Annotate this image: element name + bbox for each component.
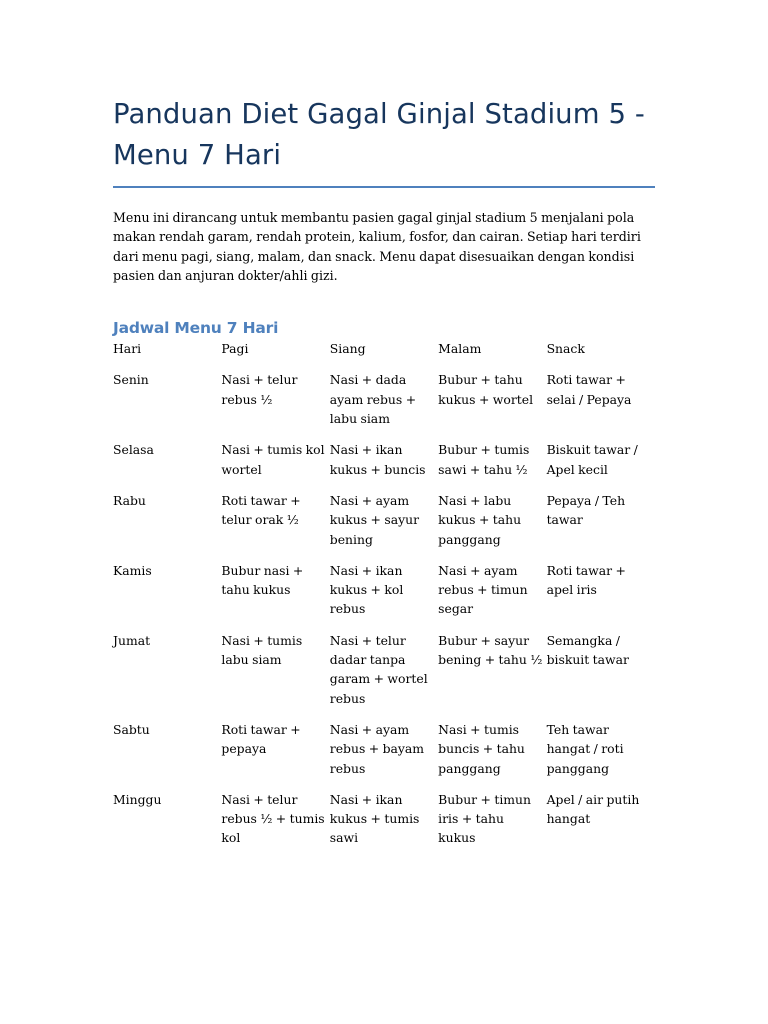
menu-table: [113, 339, 655, 860]
table-row: [113, 561, 655, 631]
cell-morning: Nasi + tumis kol wortel: [221, 442, 325, 477]
cell-evening: Nasi + ayam rebus + timun segar: [438, 562, 528, 617]
cell-noon: Nasi + ikan kukus + tumis sawi: [329, 791, 420, 846]
cell-day: Rabu: [113, 492, 146, 508]
cell-noon: Nasi + ikan kukus + buncis: [329, 442, 426, 477]
intro-paragraph: Menu ini dirancang untuk membantu pasien gagal ginjal stadium 5 menjalani pola makan rendah garam, rendah protein, kalium, fosfor, dan cairan. Setiap hari terdiri dari menu pagi, siang, malam, dan snack. Menu dapat disesuaikan dengan kondisi pasien dan anjuran dokter/ahli gizi.: [113, 210, 641, 283]
cell-snack: Pepaya / Teh tawar: [546, 492, 626, 528]
cell-snack: Apel / air putih hangat: [546, 791, 640, 827]
table-row: [113, 440, 655, 491]
table-row: [113, 370, 655, 440]
cell-snack: Roti tawar + apel iris: [546, 562, 626, 598]
document-title: Panduan Diet Gagal Ginjal Stadium 5 - Menu 7 Hari: [113, 98, 645, 171]
cell-noon: Nasi + ayam rebus + bayam rebus: [329, 721, 425, 776]
title-divider: [113, 186, 655, 188]
cell-morning: Nasi + telur rebus ½ + tumis kol: [221, 791, 325, 846]
cell-noon: Nasi + telur dadar tanpa garam + wortel rebus: [329, 632, 428, 706]
cell-snack: Biskuit tawar / Apel kecil: [546, 442, 638, 477]
column-header-day: Hari: [113, 341, 142, 357]
cell-morning: Nasi + telur rebus ½: [221, 372, 298, 407]
section-heading-menu-schedule: Jadwal Menu 7 Hari: [113, 319, 279, 338]
cell-snack: Semangka / biskuit tawar: [546, 632, 629, 668]
cell-day: Senin: [113, 372, 149, 388]
cell-day: Jumat: [113, 632, 151, 648]
cell-evening: Nasi + tumis buncis + tahu panggang: [438, 721, 525, 776]
cell-noon: Nasi + ayam kukus + sayur bening: [329, 492, 420, 547]
cell-morning: Nasi + tumis labu siam: [221, 632, 303, 668]
column-header-noon: Siang: [329, 341, 366, 357]
cell-evening: Bubur + tahu kukus + wortel: [438, 372, 534, 407]
table-header-row: [113, 339, 655, 370]
cell-snack: Teh tawar hangat / roti panggang: [546, 721, 624, 776]
column-header-snack: Snack: [546, 341, 585, 357]
document-page: [113, 0, 655, 860]
cell-noon: Nasi + dada ayam rebus + labu siam: [329, 372, 417, 427]
cell-day: Selasa: [113, 442, 154, 458]
cell-evening: Bubur + tumis sawi + tahu ½: [438, 442, 530, 477]
column-header-morning: Pagi: [221, 341, 249, 357]
cell-morning: Roti tawar + pepaya: [221, 721, 301, 757]
cell-day: Kamis: [113, 562, 152, 578]
cell-snack: Roti tawar + selai / Pepaya: [546, 372, 632, 407]
cell-day: Minggu: [113, 791, 162, 807]
cell-evening: Nasi + labu kukus + tahu panggang: [438, 492, 522, 547]
cell-day: Sabtu: [113, 721, 150, 737]
cell-evening: Bubur + sayur bening + tahu ½: [438, 632, 543, 668]
column-header-evening: Malam: [438, 341, 482, 357]
table-row: [113, 720, 655, 790]
table-row: [113, 491, 655, 561]
cell-noon: Nasi + ikan kukus + kol rebus: [329, 562, 404, 617]
cell-morning: Bubur nasi + tahu kukus: [221, 562, 304, 598]
table-row: [113, 631, 655, 720]
cell-morning: Roti tawar + telur orak ½: [221, 492, 301, 528]
table-row: [113, 790, 655, 860]
cell-evening: Bubur + timun iris + tahu kukus: [438, 791, 532, 846]
